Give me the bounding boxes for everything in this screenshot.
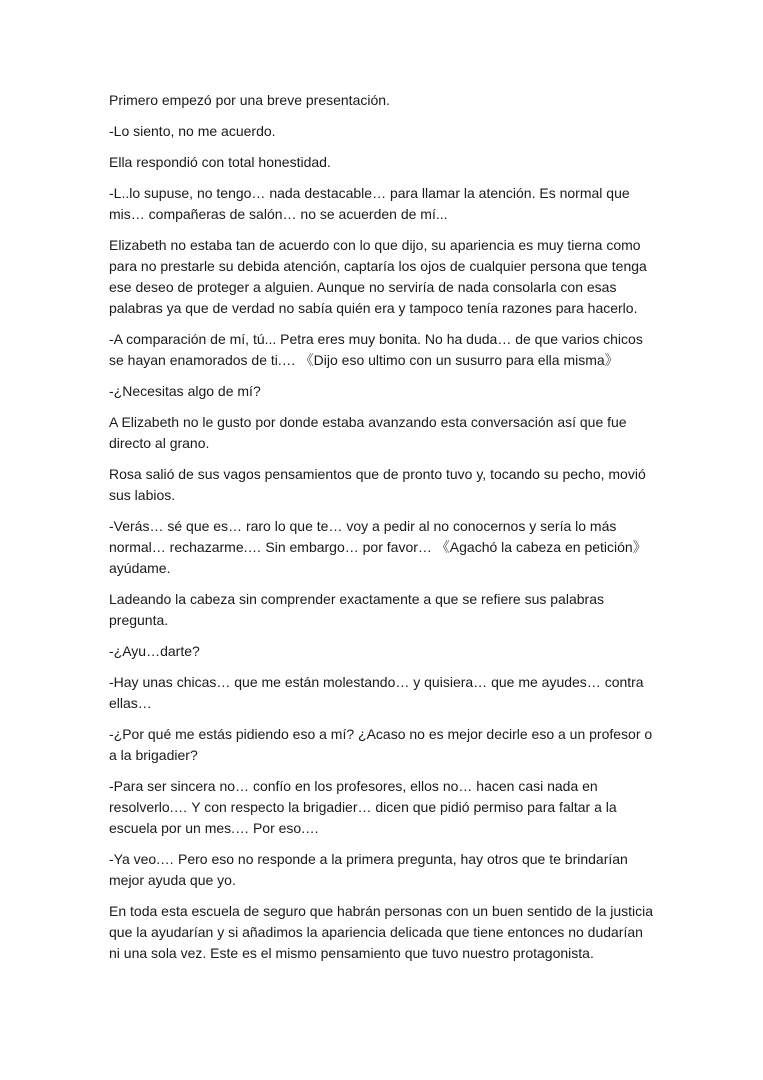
paragraph: -Hay unas chicas… que me están molestando… y quisiera… que me ayudes… contra ellas…: [109, 674, 644, 711]
paragraph: -Verás… sé que es… raro lo que te… voy a pedir al no conocernos y sería lo más normal… rechazarme.… Sin embargo… por favor… 《Agachó la cabeza en petición》 ayúdame.: [109, 518, 647, 576]
paragraph: En toda esta escuela de seguro que habrán personas con un buen sentido de la justicia que la ayudarían y si añadimos la apariencia delicada que tiene entonces no dudarían ni una sola vez. Este es el mismo pensamiento que tuvo nuestro protagonista.: [109, 903, 654, 961]
paragraph: Ladeando la cabeza sin comprender exactamente a que se refiere sus palabras pregunta.: [109, 591, 604, 628]
paragraph: -¿Por qué me estás pidiendo eso a mí? ¿Acaso no es mejor decirle eso a un profesor o a la brigadier?: [109, 726, 653, 763]
paragraph: Primero empezó por una breve presentación.: [109, 92, 390, 108]
document-body: [109, 90, 654, 974]
paragraph: Elizabeth no estaba tan de acuerdo con lo que dijo, su apariencia es muy tierna como para no prestarle su debida atención, captaría los ojos de cualquier persona que tenga ese deseo de proteger a alguien. Aunque no serviría de nada consolarla con esas palabras ya que de verdad no sabía quién era y tampoco tenía razones para hacerlo.: [109, 237, 647, 316]
paragraph: Ella respondió con total honestidad.: [109, 154, 331, 170]
paragraph: -L..lo supuse, no tengo… nada destacable… para llamar la atención. Es normal que mis… compañeras de salón… no se acuerden de mí...: [109, 185, 630, 222]
paragraph: -¿Ayu…darte?: [109, 643, 200, 659]
paragraph: Rosa salió de sus vagos pensamientos que de pronto tuvo y, tocando su pecho, movió sus labios.: [109, 466, 646, 503]
paragraph: -Lo siento, no me acuerdo.: [109, 123, 276, 139]
paragraph: -Ya veo.… Pero eso no responde a la primera pregunta, hay otros que te brindarían mejor ayuda que yo.: [109, 851, 628, 888]
paragraph: -¿Necesitas algo de mí?: [109, 383, 261, 399]
paragraph: -Para ser sincera no… confío en los profesores, ellos no… hacen casi nada en resolverlo.… Y con respecto la brigadier… dicen que pidió permiso para faltar a la escuela por un mes.… Por eso.…: [109, 778, 617, 836]
paragraph: A Elizabeth no le gusto por donde estaba avanzando esta conversación así que fue directo al grano.: [109, 414, 627, 451]
paragraph: -A comparación de mí, tú... Petra eres muy bonita. No ha duda… de que varios chicos se hayan enamorados de ti.… 《Dijo eso ultimo con un susurro para ella misma》: [109, 331, 643, 368]
